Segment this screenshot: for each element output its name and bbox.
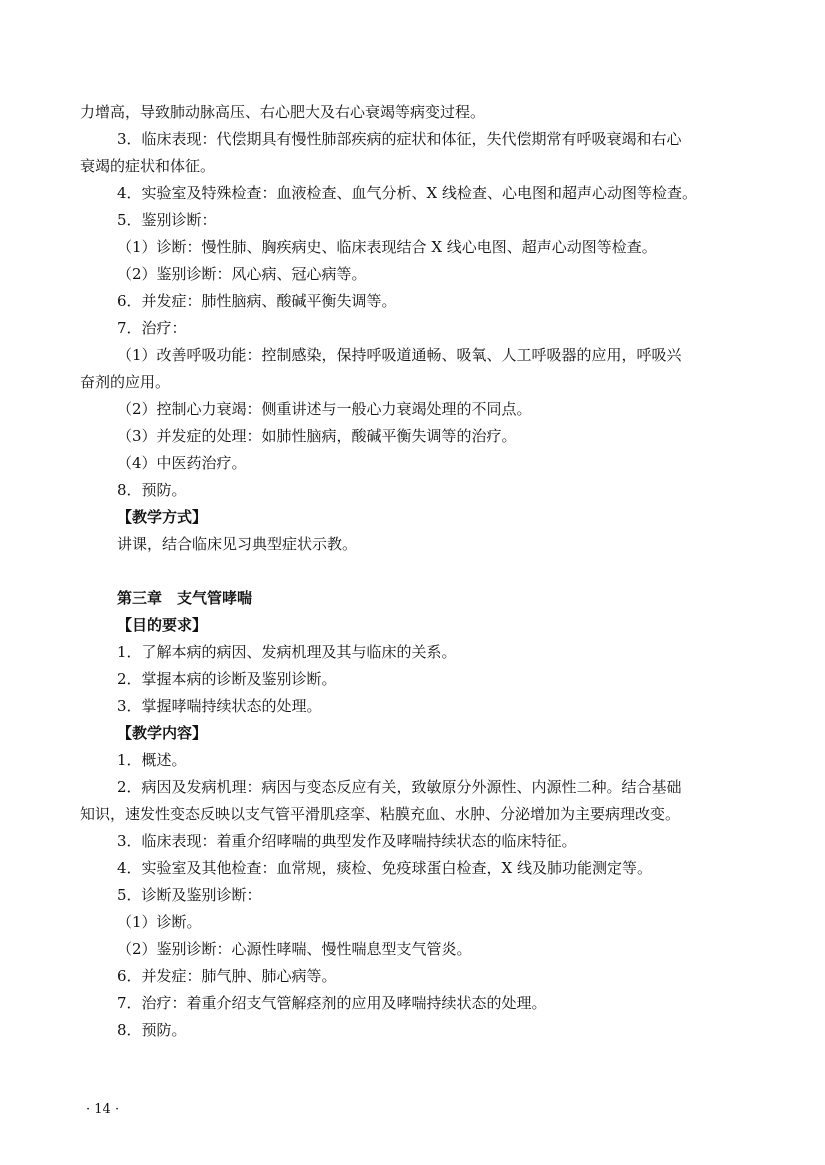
text-line: 3．掌握哮喘持续状态的处理。 — [117, 697, 322, 715]
section-heading: 第三章 支气管哮喘 — [117, 589, 253, 607]
text-line: 5．鉴别诊断： — [117, 211, 217, 229]
text-line: 5．诊断及鉴别诊断： — [117, 886, 262, 904]
text-line: 7．治疗：着重介绍支气管解痉剂的应用及哮喘持续状态的处理。 — [117, 994, 547, 1012]
text-line — [80, 558, 748, 585]
document-body — [80, 99, 748, 1044]
text-line: 衰竭的症状和体征。 — [80, 157, 216, 175]
text-line: （2）鉴别诊断：心源性哮喘、慢性喘息型支气管炎。 — [117, 940, 472, 958]
section-heading: 【目的要求】 — [117, 616, 208, 634]
text-line: （4）中医药治疗。 — [117, 454, 247, 472]
text-line: 4．实验室及其他检查：血常规，痰检、免疫球蛋白检查，X 线及肺功能测定等。 — [117, 859, 652, 877]
text-line: （3）并发症的处理：如肺性脑病，酸碱平衡失调等的治疗。 — [117, 427, 517, 445]
text-line: 讲课，结合临床见习典型症状示教。 — [117, 535, 358, 553]
text-line: 3．临床表现：代偿期具有慢性肺部疾病的症状和体征，失代偿期常有呼吸衰竭和右心 — [117, 130, 682, 148]
text-line: 2．掌握本病的诊断及鉴别诊断。 — [117, 670, 337, 688]
text-line: 力增高，导致肺动脉高压、右心肥大及右心衰竭等病变过程。 — [80, 103, 486, 121]
text-line: 1．了解本病的病因、发病机理及其与临床的关系。 — [117, 643, 457, 661]
text-line: （1）诊断：慢性肺、胸疾病史、临床表现结合 X 线心电图、超声心动图等检查。 — [117, 238, 657, 256]
text-line: （2）鉴别诊断：风心病、冠心病等。 — [117, 265, 367, 283]
text-line: 1．概述。 — [117, 751, 187, 769]
text-line: （1）诊断。 — [117, 913, 202, 931]
text-line: 7．治疗： — [117, 319, 187, 337]
text-line: 4．实验室及特殊检查：血液检查、血气分析、X 线检查、心电图和超声心动图等检查。 — [117, 184, 697, 202]
section-heading: 【教学内容】 — [117, 724, 208, 742]
text-line: 知识，速发性变态反映以支气管平滑肌痉挛、粘膜充血、水肿、分泌增加为主要病理改变。 — [80, 805, 681, 823]
text-line: （2）控制心力衰竭：侧重讲述与一般心力衰竭处理的不同点。 — [117, 400, 532, 418]
text-line: 奋剂的应用。 — [80, 373, 171, 391]
text-line: 8．预防。 — [117, 481, 187, 499]
page-number: · 14 · — [86, 1102, 120, 1117]
text-line: 8．预防。 — [117, 1021, 187, 1039]
text-line: （1）改善呼吸功能：控制感染，保持呼吸道通畅、吸氧、人工呼吸器的应用，呼吸兴 — [117, 346, 682, 364]
text-line: 6．并发症：肺气肿、肺心病等。 — [117, 967, 337, 985]
text-line: 6．并发症：肺性脑病、酸碱平衡失调等。 — [117, 292, 397, 310]
section-heading: 【教学方式】 — [117, 508, 208, 526]
text-line: 3．临床表现：着重介绍哮喘的典型发作及哮喘持续状态的临床特征。 — [117, 832, 577, 850]
text-line: 2．病因及发病机理：病因与变态反应有关，致敏原分外源性、内源性二种。结合基础 — [117, 778, 682, 796]
